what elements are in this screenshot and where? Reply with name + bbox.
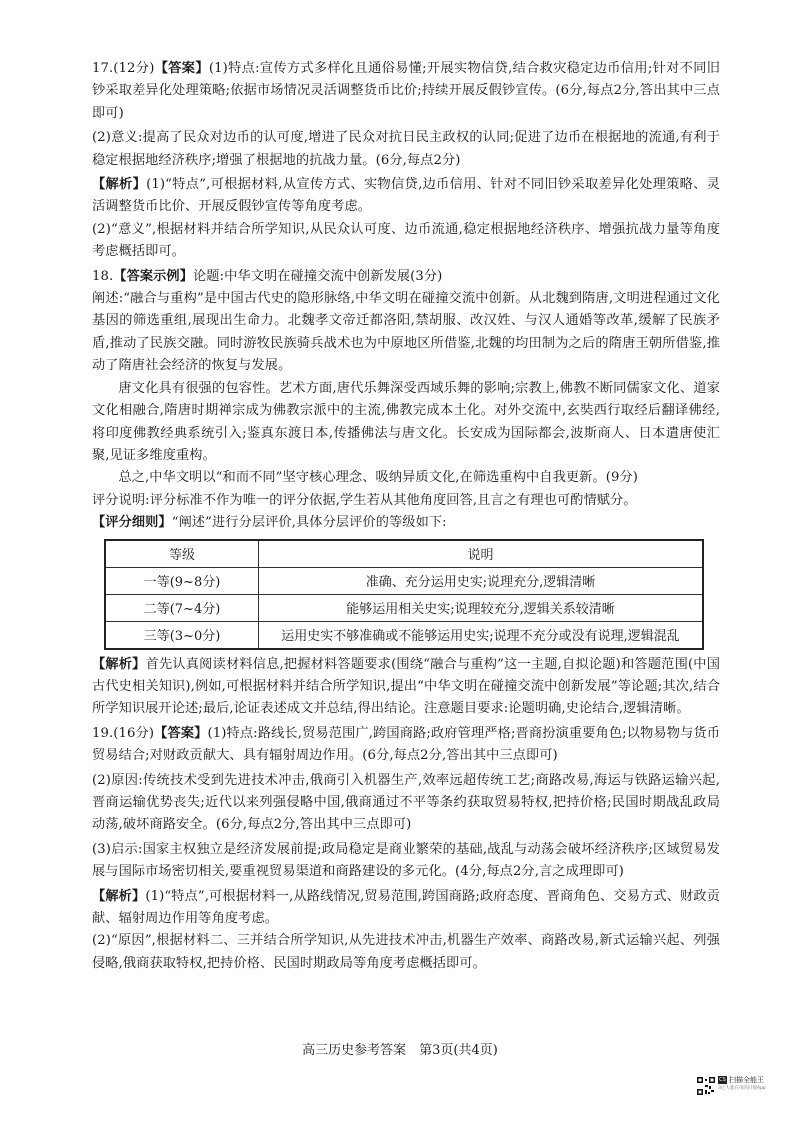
watermark-name-line <box>718 1076 782 1085</box>
grade-description: 能够运用相关史实;说理较充分,逻辑关系较清晰 <box>259 594 704 621</box>
table-row <box>105 621 703 649</box>
q19-analysis-1 <box>92 886 720 931</box>
q18-thesis: 论题:中华文明在碰撞交流中创新发展(3分) <box>193 268 443 284</box>
q18-conclusion: 总之,中华文明以“和而不同”坚守核心理念、吸纳异质文化,在筛选重构中自我更新。(9分) <box>118 470 638 486</box>
q17-answer-tag: 【答案】 <box>154 61 209 76</box>
watermark-name: 扫描全能王 <box>729 1076 764 1084</box>
q19-number: 19.(16分) <box>92 725 155 741</box>
table-row <box>105 594 703 621</box>
q18-analysis-tag: 【解析】 <box>92 656 146 672</box>
grade-level: 一等(9~8分) <box>105 567 259 594</box>
q17-analysis-1 <box>92 174 720 219</box>
q19-answer-part3: (3)启示:国家主权独立是经济发展前提;政局稳定是商业繁荣的基础,战乱与动荡会破坏经济秩序;区域贸易发展与国际市场密切相关,要重视贸易渠道和商路建设的多元化。(4分,每点2分,言之成理即可) <box>92 841 720 880</box>
q19-answer-part1: (1)特点:路线长,贸易范围广,跨国商路;政府管理严格;晋商扮演重要角色;以物易物与货币贸易结合;对财政贡献大、具有辐射周边作用。(6分,每点2分,答出其中三点即可) <box>92 725 721 764</box>
grading-table-header <box>105 540 703 568</box>
question-18 <box>92 266 720 721</box>
page-content <box>92 58 720 975</box>
q18-scoring-note: 评分说明:评分标准不作为唯一的评分依据,学生若从其他角度回答,且言之有理也可酌情赋分。 <box>92 492 637 508</box>
q19-answer-part2: (2)原因:传统技术受到先进技术冲击,俄商引入机器生产,效率远超传统工艺;商路改易,海运与铁路运输兴起,晋商运输优势丧失;近代以来列强侵略中国,俄商通过不平等条约获取贸易特权,把持价格;民国时期战乱政局动荡,破坏商路安全。(6分,每点2分,答出其中三点即可) <box>92 772 720 833</box>
grade-level: 三等(3~0分) <box>105 621 259 649</box>
q18-rubric-text: “阐述”进行分层评价,具体分层评价的等级如下: <box>171 515 447 531</box>
q17-answer <box>92 58 720 125</box>
watermark-subtitle: 3亿人都在用的扫描App <box>718 1086 766 1091</box>
grading-header-desc: 说明 <box>259 540 704 568</box>
q19-analysis-2: (2)“原因”,根据材料二、三并结合所学知识,从先进技术冲击,机器生产效率、商路改易,新式运输兴起、列强侵略,俄商获取特权,把持价格、民国时期政局等角度考虑概括即可。 <box>92 933 720 971</box>
question-19 <box>92 723 720 975</box>
q17-analysis-text-1: (1)“特点”,可根据材料,从宣传方式、实物信贷,边币信用、针对不同旧钞采取差异化处理策略、灵活调整货币比价、开展反假钞宣传等角度考虑。 <box>92 177 721 215</box>
q19-answer-tag: 【答案】 <box>154 725 208 741</box>
q18-analysis <box>92 654 720 721</box>
grading-table <box>104 539 704 650</box>
q19-analysis-tag: 【解析】 <box>92 888 146 904</box>
page-footer: 高三历史参考答案 第3页(共4页) <box>302 1043 498 1058</box>
q19-answer <box>92 723 720 768</box>
scanner-watermark <box>718 1076 782 1098</box>
grade-description: 准确、充分运用史实;说理充分,逻辑清晰 <box>259 567 704 594</box>
q19-analysis-text-1: (1)“特点”,可根据材料一,从路线情况,贸易范围,跨国商路;政府态度、晋商角色、交易方式、财政贡献、辐射周边作用等角度考虑。 <box>92 888 720 926</box>
q17-answer-part2: (2)意义:提高了民众对边币的认可度,增进了民众对抗日民主政权的认同;促进了边币在根据地的流通,有利于稳定根据地经济秩序;增强了根据地的抗战力量。(6分,每点2分) <box>92 130 720 168</box>
scanner-logo-icon: CS <box>719 1077 726 1083</box>
table-row <box>105 567 703 594</box>
q17-analysis-2: (2)“意义”,根据材料并结合所学知识,从民众认可度、边币流通,稳定根据地经济秩序、增强抗战力量等角度考虑概括即可。 <box>92 221 720 260</box>
q17-number: 17.(12分) <box>92 61 155 76</box>
q18-exposition-1: 阐述:“融合与重构”是中国古代史的隐形脉络,中华文明在碰撞交流中创新。从北魏到隋唐,文明进程通过文化基因的筛选重组,展现出生命力。北魏孝文帝迁都洛阳,禁胡服、改汉姓、与汉人通婚等改革,缓解了民族矛盾,推动了民族交融。同时游牧民族骑兵战术也为中原地区所借鉴,北魏的均田制为之后的隋唐王朝所借鉴,推动了隋唐社会经济的恢复与发展。 <box>92 291 720 374</box>
q18-exposition-2: 唐文化具有很强的包容性。艺术方面,唐代乐舞深受西域乐舞的影响;宗教上,佛教不断同儒家文化、道家文化相融合,隋唐时期禅宗成为佛教宗派中的主流,佛教完成本土化。对外交流中,玄奘西行取经后翻译佛经,将印度佛教经典系统引入;鉴真东渡日本,传播佛法与唐文化。长安成为国际都会,波斯商人、日本遣唐使汇聚,见证多维度重构。 <box>92 380 720 463</box>
grade-description: 运用史实不够准确或不能够运用史实;说理不充分或没有说理,逻辑混乱 <box>259 621 704 649</box>
grading-header-level: 等级 <box>105 540 259 568</box>
qr-code-icon <box>697 1077 715 1095</box>
q17-answer-part1: (1)特点:宣传方式多样化且通俗易懂;开展实物信贷,结合救灾稳定边币信用;针对不同旧钞采取差异化处理策略;依据市场情况灵活调整货币比价;持续开展反假钞宣传。(6分,每点2分,答出其中三点即可) <box>92 61 721 121</box>
q18-number: 18. <box>92 268 114 284</box>
q17-analysis-tag: 【解析】 <box>92 177 147 193</box>
question-17 <box>92 58 720 264</box>
q18-example-tag: 【答案示例】 <box>113 268 194 284</box>
grade-level: 二等(7~4分) <box>105 594 259 621</box>
q18-rubric-intro <box>92 512 720 534</box>
q18-analysis-text: 首先认真阅读材料信息,把握材料答题要求(围绕“融合与重构”这一主题,自拟论题)和答题范围(中国古代史相关知识),例如,可根据材料并结合所学知识,提出“中华文明在碰撞交流中创新发展”等论题;其次,结合所学知识展开论述;最后,论证表述成文并总结,得出结论。注意题目要求:论题明确,史论结合,逻辑清晰。 <box>92 656 720 717</box>
q18-rubric-tag: 【评分细则】 <box>92 515 172 531</box>
q18-header <box>92 266 720 288</box>
